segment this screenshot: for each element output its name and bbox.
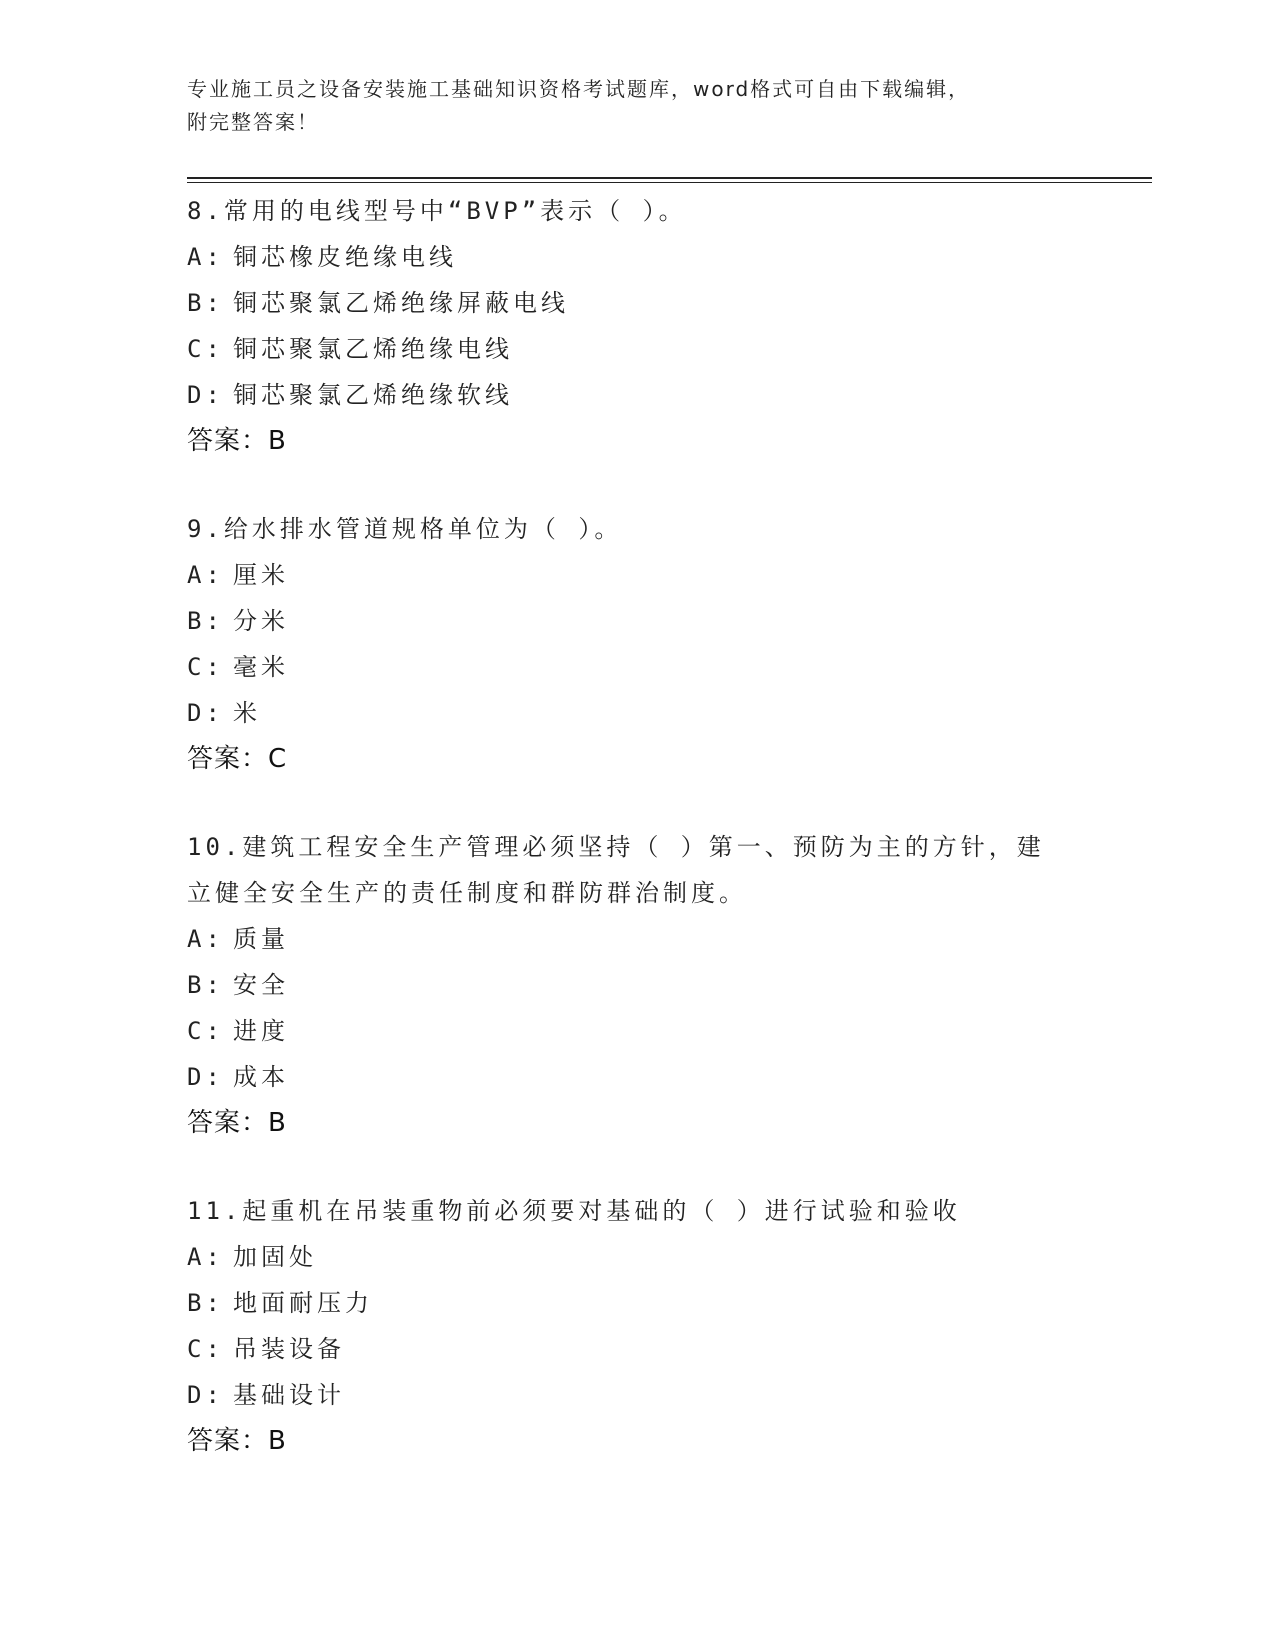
option-text: 铜芯橡皮绝缘电线 [233, 243, 457, 271]
question-list [187, 188, 1107, 1506]
question-text-line-1: 10.建筑工程安全生产管理必须坚持（ ）第一、预防为主的方针，建 [187, 833, 1045, 861]
option-a [187, 552, 1107, 598]
question-8 [187, 188, 1107, 464]
question-text: 11.起重机在吊装重物前必须要对基础的（ ）进行试验和验收 [187, 1197, 961, 1225]
option-key: D: [187, 381, 224, 409]
option-key: C: [187, 335, 224, 363]
option-text: 米 [233, 699, 261, 727]
answer-label: 答案：B [187, 1108, 287, 1138]
question-10 [187, 824, 1107, 1146]
header-divider-thin [187, 182, 1152, 183]
header-line-1: 专业施工员之设备安装施工基础知识资格考试题库，word格式可自由下载编辑， [187, 77, 971, 101]
option-key: A: [187, 925, 224, 953]
option-key: C: [187, 653, 224, 681]
option-text: 铜芯聚氯乙烯绝缘电线 [233, 335, 513, 363]
option-d [187, 690, 1107, 736]
option-key: B: [187, 971, 224, 999]
question-text: 8.常用的电线型号中“BVP”表示（ ）。 [187, 197, 687, 225]
option-b [187, 962, 1107, 1008]
option-text: 成本 [233, 1063, 289, 1091]
option-text: 铜芯聚氯乙烯绝缘屏蔽电线 [233, 289, 569, 317]
option-c [187, 1008, 1107, 1054]
option-text: 厘米 [233, 561, 289, 589]
option-text: 毫米 [233, 653, 289, 681]
option-key: C: [187, 1335, 224, 1363]
option-b [187, 1280, 1107, 1326]
header-divider-thick [187, 177, 1152, 179]
option-key: A: [187, 243, 224, 271]
option-key: B: [187, 289, 224, 317]
option-b [187, 280, 1107, 326]
question-11 [187, 1188, 1107, 1464]
option-d [187, 372, 1107, 418]
option-key: D: [187, 699, 224, 727]
answer-label: 答案：B [187, 1426, 287, 1456]
option-key: D: [187, 1381, 224, 1409]
option-b [187, 598, 1107, 644]
option-key: B: [187, 1289, 224, 1317]
option-text: 吊装设备 [233, 1335, 345, 1363]
option-text: 加固处 [233, 1243, 317, 1271]
option-text: 基础设计 [233, 1381, 345, 1409]
option-c [187, 644, 1107, 690]
option-a [187, 234, 1107, 280]
option-key: B: [187, 607, 224, 635]
option-key: C: [187, 1017, 224, 1045]
option-a [187, 916, 1107, 962]
question-text-line-2: 立健全安全生产的责任制度和群防群治制度。 [187, 879, 747, 907]
option-c [187, 326, 1107, 372]
option-a [187, 1234, 1107, 1280]
option-text: 进度 [233, 1017, 289, 1045]
question-9 [187, 506, 1107, 782]
document-header [187, 73, 1067, 139]
option-d [187, 1372, 1107, 1418]
option-key: D: [187, 1063, 224, 1091]
option-text: 地面耐压力 [233, 1289, 373, 1317]
option-text: 质量 [233, 925, 289, 953]
answer-label: 答案：C [187, 744, 288, 774]
answer-label: 答案：B [187, 426, 287, 456]
question-text: 9.给水排水管道规格单位为（ ）。 [187, 515, 623, 543]
option-d [187, 1054, 1107, 1100]
option-key: A: [187, 561, 224, 589]
header-line-2: 附完整答案！ [187, 110, 319, 134]
option-text: 铜芯聚氯乙烯绝缘软线 [233, 381, 513, 409]
option-c [187, 1326, 1107, 1372]
option-key: A: [187, 1243, 224, 1271]
option-text: 分米 [233, 607, 289, 635]
option-text: 安全 [233, 971, 289, 999]
